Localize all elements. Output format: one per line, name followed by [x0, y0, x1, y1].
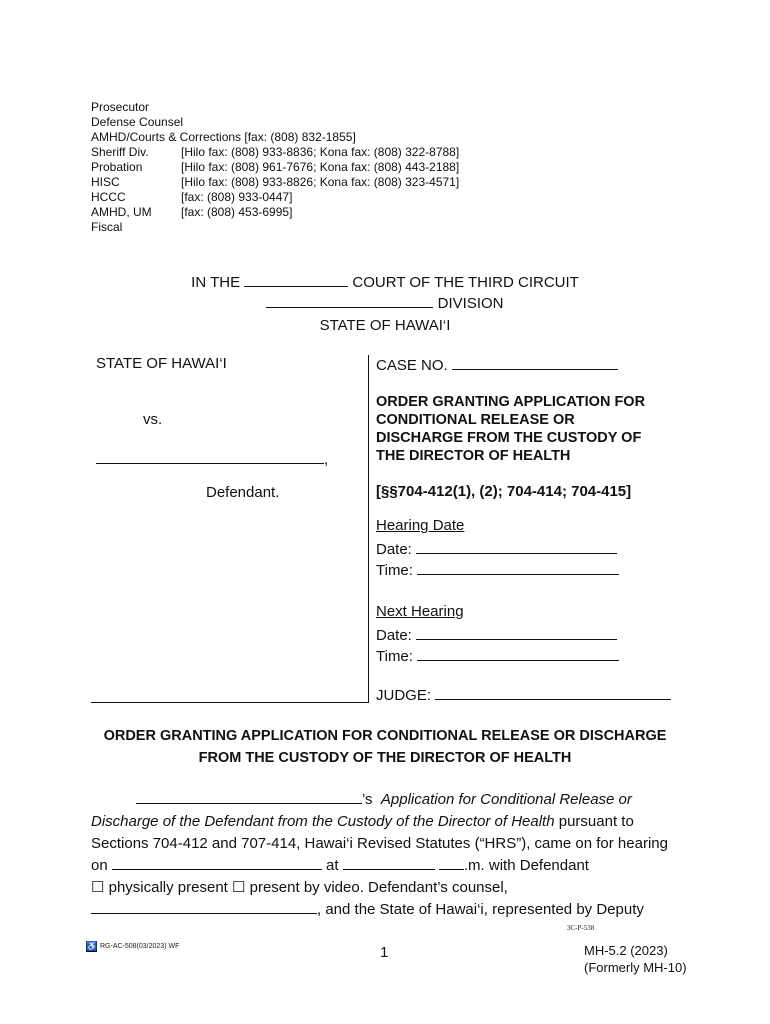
next-hearing-date-line — [376, 625, 617, 645]
main-title-line: ORDER GRANTING APPLICATION FOR CONDITIONAL RELEASE OR DISCHARGE — [103, 728, 667, 744]
order-title — [376, 393, 645, 465]
court-header-line1 — [0, 272, 770, 293]
distribution-row — [91, 220, 459, 235]
distribution-fax: [fax: (808) 933-0447] — [181, 190, 293, 204]
versus-label: vs. — [143, 411, 163, 428]
case-number-line — [376, 355, 618, 375]
distribution-label: Fiscal — [91, 220, 123, 234]
distribution-label: Prosecutor — [91, 100, 150, 114]
form-revision-code: RG-AC-508(03/2023) WF — [100, 943, 180, 950]
distribution-label: AMHD, UM — [91, 205, 152, 219]
next-hearing-time-line — [376, 646, 619, 666]
hearing-date-field[interactable] — [416, 539, 617, 554]
hearing-time-line — [376, 560, 619, 580]
distribution-label: HCCC — [91, 190, 126, 204]
body-line — [91, 811, 691, 833]
hearing-time-field[interactable] — [417, 560, 619, 575]
defense-counsel-field[interactable] — [91, 899, 317, 914]
court-name-field[interactable] — [244, 272, 348, 287]
distribution-row — [91, 115, 459, 130]
hearing-date-blank[interactable] — [112, 855, 322, 870]
distribution-list — [91, 100, 459, 235]
hearing-date-line — [376, 539, 617, 559]
application-title-part1: Application for Conditional Release or — [380, 791, 632, 808]
distribution-label: Defense Counsel — [91, 115, 184, 129]
application-title-part2: Discharge of the Defendant from the Custody of the Director of Health — [91, 813, 555, 830]
distribution-label: AMHD/Courts & Corrections [fax: (808) 832-1855] — [91, 130, 356, 144]
on-label: on — [91, 857, 108, 874]
distribution-label: Probation — [91, 160, 143, 174]
distribution-row — [91, 175, 459, 190]
court-header-line3: STATE OF HAWAI‘I — [319, 317, 451, 334]
footer-code: 3C-P-538 — [567, 924, 595, 932]
presence-options-line: ☐ physically present ☐ present by video. Defendant’s counsel, — [91, 879, 508, 896]
defendant-label: Defendant. — [206, 484, 280, 501]
hearing-time-blank[interactable] — [343, 855, 435, 870]
form-number: MH-5.2 (2023) — [584, 943, 668, 958]
former-form-number: (Formerly MH-10) — [584, 960, 687, 975]
court-prefix: IN THE — [191, 274, 241, 291]
distribution-row — [91, 160, 459, 175]
caption-bottom-rule — [91, 702, 368, 703]
case-number-label: CASE NO. — [376, 357, 448, 374]
ampm-blank[interactable] — [439, 855, 464, 870]
distribution-row — [91, 145, 459, 160]
page-number: 1 — [380, 944, 389, 961]
circuit-name: COURT OF THE THIRD CIRCUIT — [352, 274, 579, 291]
comma: , — [324, 451, 329, 468]
order-title-line: THE DIRECTOR OF HEALTH — [376, 448, 571, 464]
statute-citation: [§§704-412(1), (2); 704-414; 704-415] — [376, 483, 632, 500]
division-field[interactable] — [266, 293, 433, 308]
body-line — [91, 899, 691, 921]
accessibility-icon: ♿ — [86, 941, 98, 951]
order-title-line: CONDITIONAL RELEASE OR — [376, 412, 575, 428]
next-hearing-heading: Next Hearing — [376, 603, 464, 620]
main-order-title — [0, 725, 770, 769]
body-paragraph — [91, 789, 691, 921]
defendant-name-line — [96, 449, 328, 469]
body-text: .m. with Defendant — [463, 857, 589, 874]
distribution-row — [91, 130, 459, 145]
distribution-row — [91, 205, 459, 220]
hearing-date-heading: Hearing Date — [376, 517, 465, 534]
distribution-fax: [Hilo fax: (808) 961-7676; Kona fax: (808) 443-2188] — [181, 160, 460, 174]
judge-line — [376, 685, 671, 705]
judge-field[interactable] — [435, 685, 671, 700]
body-line — [91, 855, 691, 877]
body-line: Sections 704-412 and 707-414, Hawai‘i Revised Statutes (“HRS”), came on for hearing — [91, 835, 668, 852]
next-hearing-time-field[interactable] — [417, 646, 619, 661]
distribution-row — [91, 100, 459, 115]
next-hearing-date-field[interactable] — [416, 625, 617, 640]
case-number-field[interactable] — [452, 355, 618, 370]
caption-divider — [368, 355, 369, 703]
order-title-line: ORDER GRANTING APPLICATION FOR — [376, 394, 646, 410]
body-text: pursuant to — [558, 813, 634, 830]
date-label: Date: — [376, 541, 412, 558]
time-label: Time: — [376, 648, 413, 665]
distribution-fax: [Hilo fax: (808) 933-8836; Kona fax: (808) 322-8788] — [181, 145, 460, 159]
judge-label: JUDGE: — [376, 687, 432, 704]
order-title-line: DISCHARGE FROM THE CUSTODY OF — [376, 430, 642, 446]
court-header-line2 — [0, 293, 770, 314]
defendant-name-field[interactable] — [96, 449, 324, 464]
date-label: Date: — [376, 627, 412, 644]
distribution-label: Sheriff Div. — [91, 145, 149, 159]
distribution-label: HISC — [91, 175, 120, 189]
distribution-fax: [Hilo fax: (808) 933-8826; Kona fax: (808) 323-4571] — [181, 175, 460, 189]
body-line — [91, 789, 691, 811]
distribution-fax: [fax: (808) 453-6995] — [181, 205, 293, 219]
division-label: DIVISION — [437, 295, 504, 312]
possessive: ’s — [362, 791, 373, 808]
main-title-line: FROM THE CUSTODY OF THE DIRECTOR OF HEALTH — [198, 750, 572, 766]
at-label: at — [326, 857, 339, 874]
plaintiff-name: STATE OF HAWAI‘I — [96, 355, 227, 372]
time-label: Time: — [376, 562, 413, 579]
distribution-row — [91, 190, 459, 205]
body-text: , and the State of Hawai‘i, represented by Deputy — [317, 901, 644, 918]
applicant-field[interactable] — [136, 789, 362, 804]
